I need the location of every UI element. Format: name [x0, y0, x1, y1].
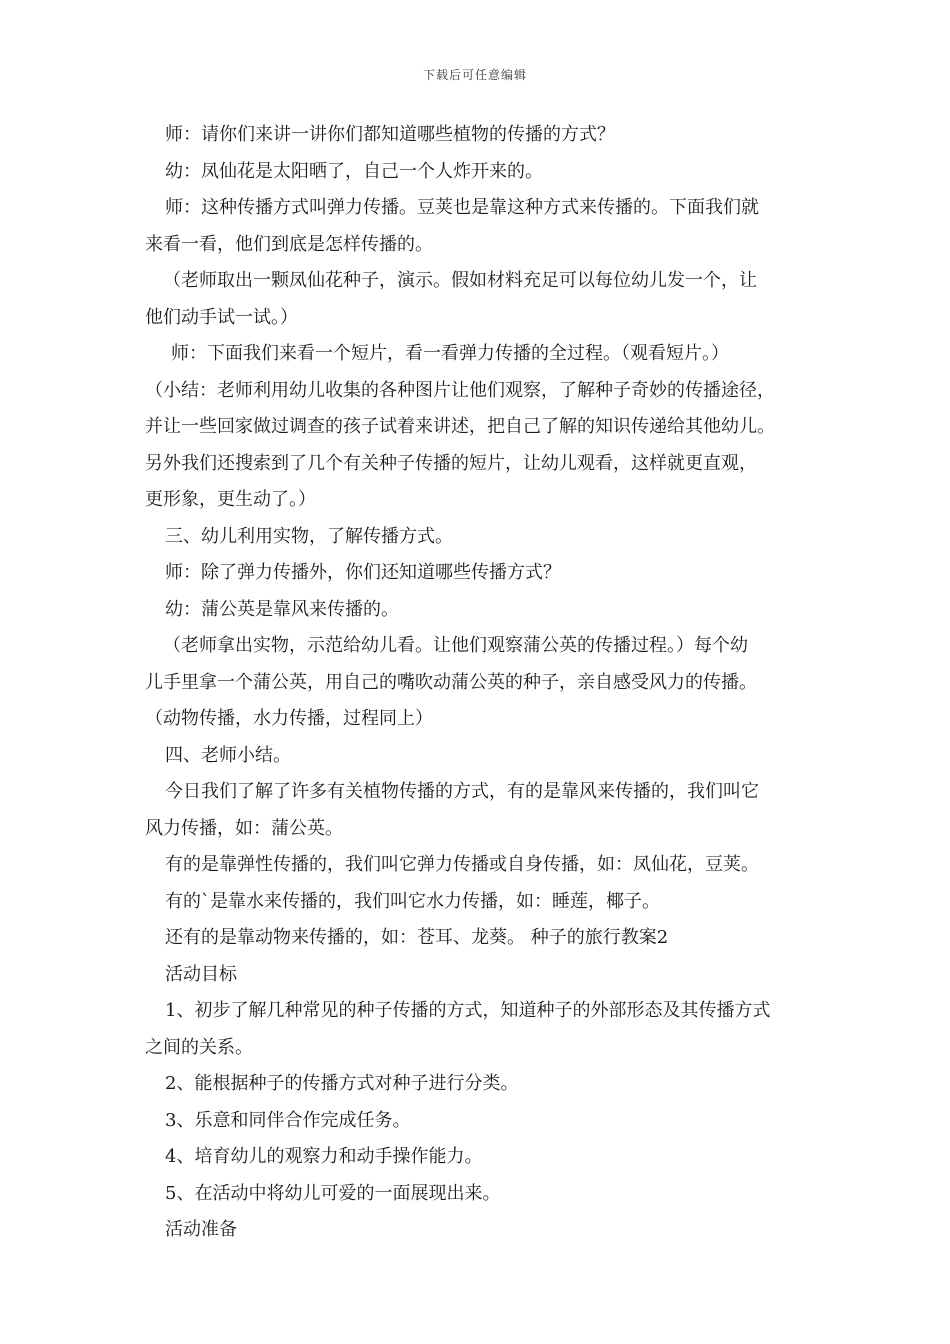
paragraph-line: 师：下面我们来看一个短片，看一看弹力传播的全过程。（观看短片。） [171, 343, 729, 364]
list-item: 3、乐意和同伴合作完成任务。 [165, 1109, 411, 1131]
section-heading: 活动目标 [165, 963, 237, 985]
list-item: 4、培育幼儿的观察力和动手操作能力。 [165, 1146, 483, 1167]
paragraph-line: 风力传播，如：蒲公英。 [145, 817, 343, 839]
section-heading: 活动准备 [165, 1219, 237, 1240]
paragraph-line: 幼：蒲公英是靠风来传播的。 [165, 598, 399, 620]
section-heading: 四、老师小结。 [165, 744, 291, 766]
paragraph-line: 更形象，更生动了。） [145, 489, 316, 510]
paragraph-line: 另外我们还搜索到了几个有关种子传播的短片，让幼儿观看，这样就更直观， [145, 452, 757, 474]
paragraph-line: 师：请你们来讲一讲你们都知道哪些植物的传播的方式？ [165, 124, 615, 145]
paragraph-line: 还有的是靠动物来传播的，如：苍耳、龙葵。 种子的旅行教案2 [165, 927, 669, 948]
list-item-continuation: 之间的关系。 [145, 1036, 253, 1058]
paragraph-line: 他们动手试一试。） [145, 306, 298, 328]
paragraph-line: 幼：凤仙花是太阳晒了，自己一个人炸开来的。 [165, 160, 543, 182]
paragraph-line: 并让一些回家做过调查的孩子试着来讲述，把自己了解的知识传递给其他幼儿。 [145, 416, 775, 437]
list-item: 1、初步了解几种常见的种子传播的方式，知道种子的外部形态及其传播方式 [165, 1000, 771, 1021]
list-item: 2、能根据种子的传播方式对种子进行分类。 [165, 1073, 519, 1094]
section-heading: 三、幼儿利用实物，了解传播方式。 [165, 525, 453, 547]
paragraph-line: （老师取出一颗凤仙花种子，演示。假如材料充足可以每位幼儿发一个，让 [163, 270, 757, 291]
paragraph-line: 有的`是靠水来传播的，我们叫它水力传播，如：睡莲，椰子。 [165, 890, 660, 912]
paragraph-line: 儿手里拿一个蒲公英，用自己的嘴吹动蒲公英的种子，亲自感受风力的传播。 [145, 671, 757, 693]
paragraph-line: 师：除了弹力传播外，你们还知道哪些传播方式？ [165, 562, 561, 583]
document-body [145, 117, 815, 1249]
paragraph-line: 来看一看，他们到底是怎样传播的。 [145, 233, 433, 255]
paragraph-line: 师：这种传播方式叫弹力传播。豆荚也是靠这种方式来传播的。下面我们就 [165, 197, 759, 218]
paragraph-line: （老师拿出实物，示范给幼儿看。让他们观察蒲公英的传播过程。）每个幼 [163, 635, 748, 656]
page-header: 下载后可任意编辑 [422, 68, 527, 82]
list-item: 5、在活动中将幼儿可爱的一面展现出来。 [165, 1182, 501, 1204]
paragraph-line: （动物传播，水力传播，过程同上） [145, 708, 433, 729]
paragraph-line: 有的是靠弹性传播的，我们叫它弹力传播或自身传播，如：凤仙花，豆荚。 [165, 854, 759, 875]
paragraph-line: （小结：老师利用幼儿收集的各种图片让他们观察，了解种子奇妙的传播途径， [145, 379, 775, 401]
paragraph-line: 今日我们了解了许多有关植物传播的方式，有的是靠风来传播的，我们叫它 [165, 781, 759, 802]
